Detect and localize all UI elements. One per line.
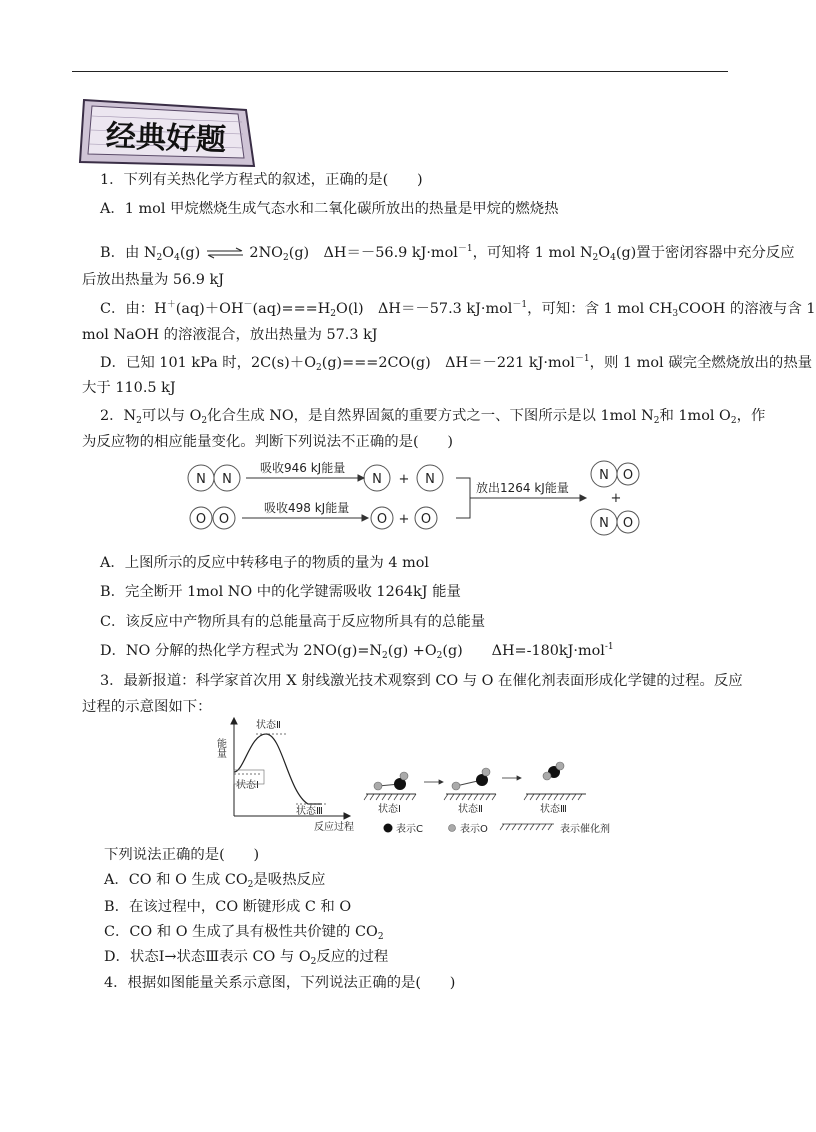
o-atom-icon [482,768,490,776]
o-atom-icon [374,782,382,790]
section-banner [78,96,258,172]
top-rule [72,71,728,72]
legend-catalyst-icon [500,824,554,830]
bracket [456,478,470,518]
state1-label: 状态Ⅰ [378,804,401,815]
state3-label: 状态Ⅲ [540,804,567,815]
atom-label: N [196,472,206,487]
o-atom-icon [452,782,460,790]
absorb-n2-label: 吸收946 kJ能量 [260,461,346,475]
q1-option-b-cont: 后放出热量为 56.9 kJ [82,272,225,288]
q2-option-a: A．上图所示的反应中转移电子的物质的量为 4 mol [100,555,430,571]
equilibrium-arrow-icon [205,247,245,259]
arrow-right-icon [344,813,350,819]
q1-option-d: D．已知 101 kPa 时，$2C(s)+O_2(g)===2CO(g)$ ΔH＝－221 kJ·mol$^{-1}$，则 1 mol 碳完全燃烧放出的热量 [100,354,813,373]
atom-label: O [376,512,388,527]
q1-stem: 1．下列有关热化学方程式的叙述，正确的是( ) [100,172,423,188]
atom-label: N [425,472,435,487]
arrow-up-icon [231,718,237,724]
atom-label: N [599,468,609,483]
plus-sign: + [610,491,622,506]
legend-catalyst-label: 表示催化剂 [560,824,610,835]
q2-stem-cont: 为反应物的相应能量变化。判断下列说法不正确的是( ) [82,434,453,450]
arrow-head-icon [580,495,586,501]
reaction-energy-diagram [210,716,630,840]
atom-label: N [372,472,382,487]
q1-option-a: A．1 mol 甲烷燃烧生成气态水和二氧化碳所放出的热量是甲烷的燃烧热 [100,201,559,217]
release-label: 放出1264 kJ能量 [476,481,569,495]
o-atom-icon [400,772,408,780]
catalyst-hatch [364,794,582,800]
q2-stem: 2．$N_2$可以与 $O_2$化合生成 NO，是自然界固氮的重要方式之一、下图所示是以 1mol $N_2$和 1mol $O_2$，作 [100,408,766,426]
q3-option-c: C．CO 和 O 生成了具有极性共价键的 $CO_2$ [104,924,384,942]
energy-curve [234,734,322,804]
atom-label: O [195,512,207,527]
o-atom-icon [543,772,551,780]
atom-label: O [622,468,634,483]
legend-o-icon [449,825,456,832]
legend-c-icon [384,824,393,833]
q1-option-b: B．由 $N_2O_4(g)$ $2NO_2(g)$ ΔH＝－56.9 kJ·mol$^{-1}$，可知将 1 mol $N_2O_4(g)$置于密闭容器中充分反应 [100,244,795,263]
q2-option-d: D．NO 分解的热化学方程式为 $2NO(g)=N_2(g) +O_2(g)$ ΔH=-180kJ·mol$^{-1}$ [100,642,614,661]
state1-label: 状态Ⅰ [236,780,259,791]
q3-prompt: 下列说法正确的是( ) [104,847,260,863]
q1-option-d-cont: 大于 110.5 kJ [82,380,176,396]
state2-label: 状态Ⅱ [256,720,281,731]
state2-label: 状态Ⅱ [458,804,483,815]
atom-label: N [599,516,609,531]
y-axis-label: 能量 [214,738,226,758]
atom-label: O [218,512,230,527]
q3-option-a: A．CO 和 O 生成 $CO_2$是吸热反应 [104,872,326,890]
atom-label: N [222,472,232,487]
arrow-head-icon [358,475,364,481]
q3-stem: 3．最新报道：科学家首次用 X 射线激光技术观察到 CO 与 O 在催化剂表面形成化学键的过程。反应 [100,673,743,689]
q1-option-c-cont: mol NaOH 的溶液混合，放出热量为 57.3 kJ [82,327,378,343]
q2-option-c: C．该反应中产物所具有的总能量高于反应物所具有的总能量 [100,614,486,630]
o-atom-icon [556,762,564,770]
q3-option-b: B．在该过程中，CO 断键形成 C 和 O [104,899,352,915]
legend-c-label: 表示C [396,824,423,835]
q3-option-d: D．状态Ⅰ→状态Ⅲ表示 CO 与 $O_2$反应的过程 [104,949,389,967]
q4-stem: 4．根据如图能量关系示意图，下列说法正确的是( ) [104,975,456,991]
q2-option-b: B．完全断开 1mol NO 中的化学键需吸收 1264kJ 能量 [100,584,461,600]
legend-o-label: 表示O [460,824,488,835]
plus-sign: + [398,472,410,487]
atom-label: O [420,512,432,527]
bond-energy-diagram [180,456,650,540]
banner-title: 经典好题 [105,118,227,159]
x-axis-label: 反应过程 [314,822,354,833]
q3-stem-cont: 过程的示意图如下： [82,699,212,715]
atom-label: O [622,516,634,531]
absorb-o2-label: 吸收498 kJ能量 [264,501,350,515]
plus-sign: + [398,512,410,527]
arrow-head-icon [362,515,368,521]
state3-label: 状态Ⅲ [296,806,323,817]
q1-option-c: C．由：$H^+(aq)+OH^-(aq)===H_2O(l)$ ΔH＝－57.3 kJ·mol$^{-1}$，可知：含 1 mol $CH_3COOH$ 的溶液与含 1 [100,300,816,319]
